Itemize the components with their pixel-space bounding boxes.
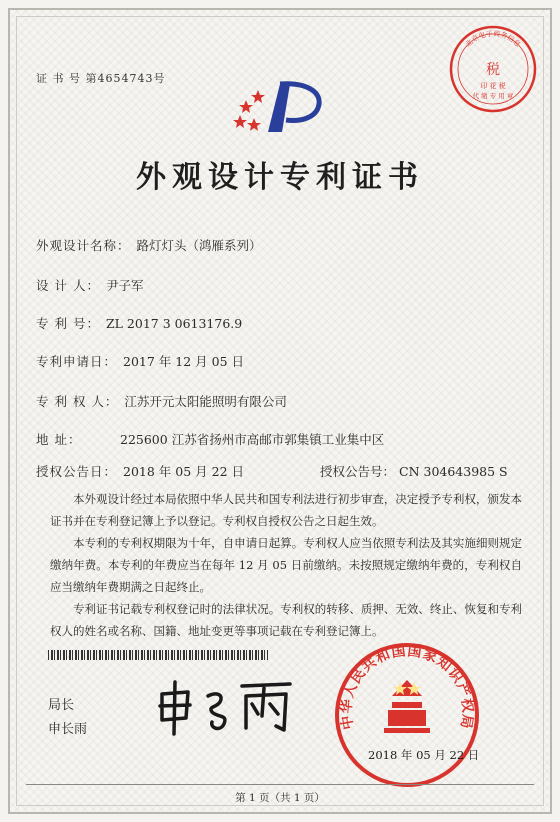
page-footer: 第 1 页（共 1 页）: [235, 792, 325, 804]
paragraph-3: 专利证书记载专利权登记时的法律状况。专利权的转移、质押、无效、终止、恢复和专利权人的姓名或名称、国籍、地址变更等事项记载在专利登记簿上。: [50, 602, 522, 638]
tax-seal-arc-text: 北京电子商务信息: [464, 29, 522, 49]
address-value: 225600 江苏省扬州市高邮市郭集镇工业集中区: [120, 432, 385, 447]
director-signature: [150, 676, 300, 738]
designer-label: 设 计 人：: [36, 278, 100, 293]
certificate-number: 证 书 号 第4654743号: [36, 72, 166, 85]
director-title: 局长: [48, 698, 75, 713]
designer-row: [36, 276, 143, 294]
patent-number-row: [36, 314, 242, 332]
patent-number-label: 专 利 号：: [36, 316, 100, 331]
patentee-row: [36, 392, 287, 410]
tax-seal-line-2: 印 花 税: [480, 82, 506, 90]
grant-date-label: 授权公告日：: [36, 464, 118, 479]
design-name-label: 外观设计名称：: [36, 238, 131, 253]
grant-date-value: 2018 年 05 月 22 日: [123, 464, 245, 479]
tax-seal-center-char: 税: [486, 62, 500, 78]
designer-value: 尹子军: [105, 278, 144, 293]
patentee-value: 江苏开元太阳能照明有限公司: [124, 394, 287, 409]
design-name-value: 路灯灯头（鸿雁系列）: [136, 238, 262, 253]
seal-date: 2018 年 05 月 22 日: [368, 748, 480, 762]
footer-divider: [26, 784, 534, 785]
filing-date-value: 2017 年 12 月 05 日: [123, 354, 245, 369]
patent-number-value: ZL 2017 3 0613176.9: [105, 316, 243, 331]
certificate-title: 外观设计专利证书: [136, 160, 424, 195]
patentee-label: 专 利 权 人：: [36, 394, 119, 409]
filing-date-label: 专利申请日：: [36, 354, 118, 369]
official-seal: [332, 640, 482, 790]
director-name: 申长雨: [48, 722, 88, 737]
grant-date-row: [36, 462, 244, 480]
barcode: [48, 650, 268, 660]
paragraph-1: 本外观设计经过本局依照中华人民共和国专利法进行初步审查，决定授予专利权，颁发本证书并在专利登记簿上予以登记。专利权自授权公告之日起生效。: [50, 492, 522, 528]
tax-stamp-seal: [446, 22, 540, 116]
filing-date-row: [36, 352, 244, 370]
grant-number-row: [320, 462, 508, 480]
paragraph-2: 本专利的专利权期限为十年，自申请日起算。专利权人应当依照专利法及其实施细则规定缴纳年费。本专利的年费应当在每年 12 月 05 日前缴纳。未按照规定缴纳年费的，专利权自应当缴纳年费期满之日起终止。: [50, 536, 522, 594]
seal-arc-text: 中华人民共和国国家知识产权局: [338, 643, 476, 731]
tax-seal-line-3: 代 缴 专 用 章: [472, 92, 514, 100]
sipo-emblem-icon: [228, 70, 328, 140]
grant-number-value: CN 304643985 S: [399, 464, 508, 479]
grant-number-label: 授权公告号：: [320, 464, 396, 479]
address-row: [36, 430, 384, 448]
design-name-row: [36, 236, 262, 254]
address-label: 地 址：: [36, 432, 82, 447]
